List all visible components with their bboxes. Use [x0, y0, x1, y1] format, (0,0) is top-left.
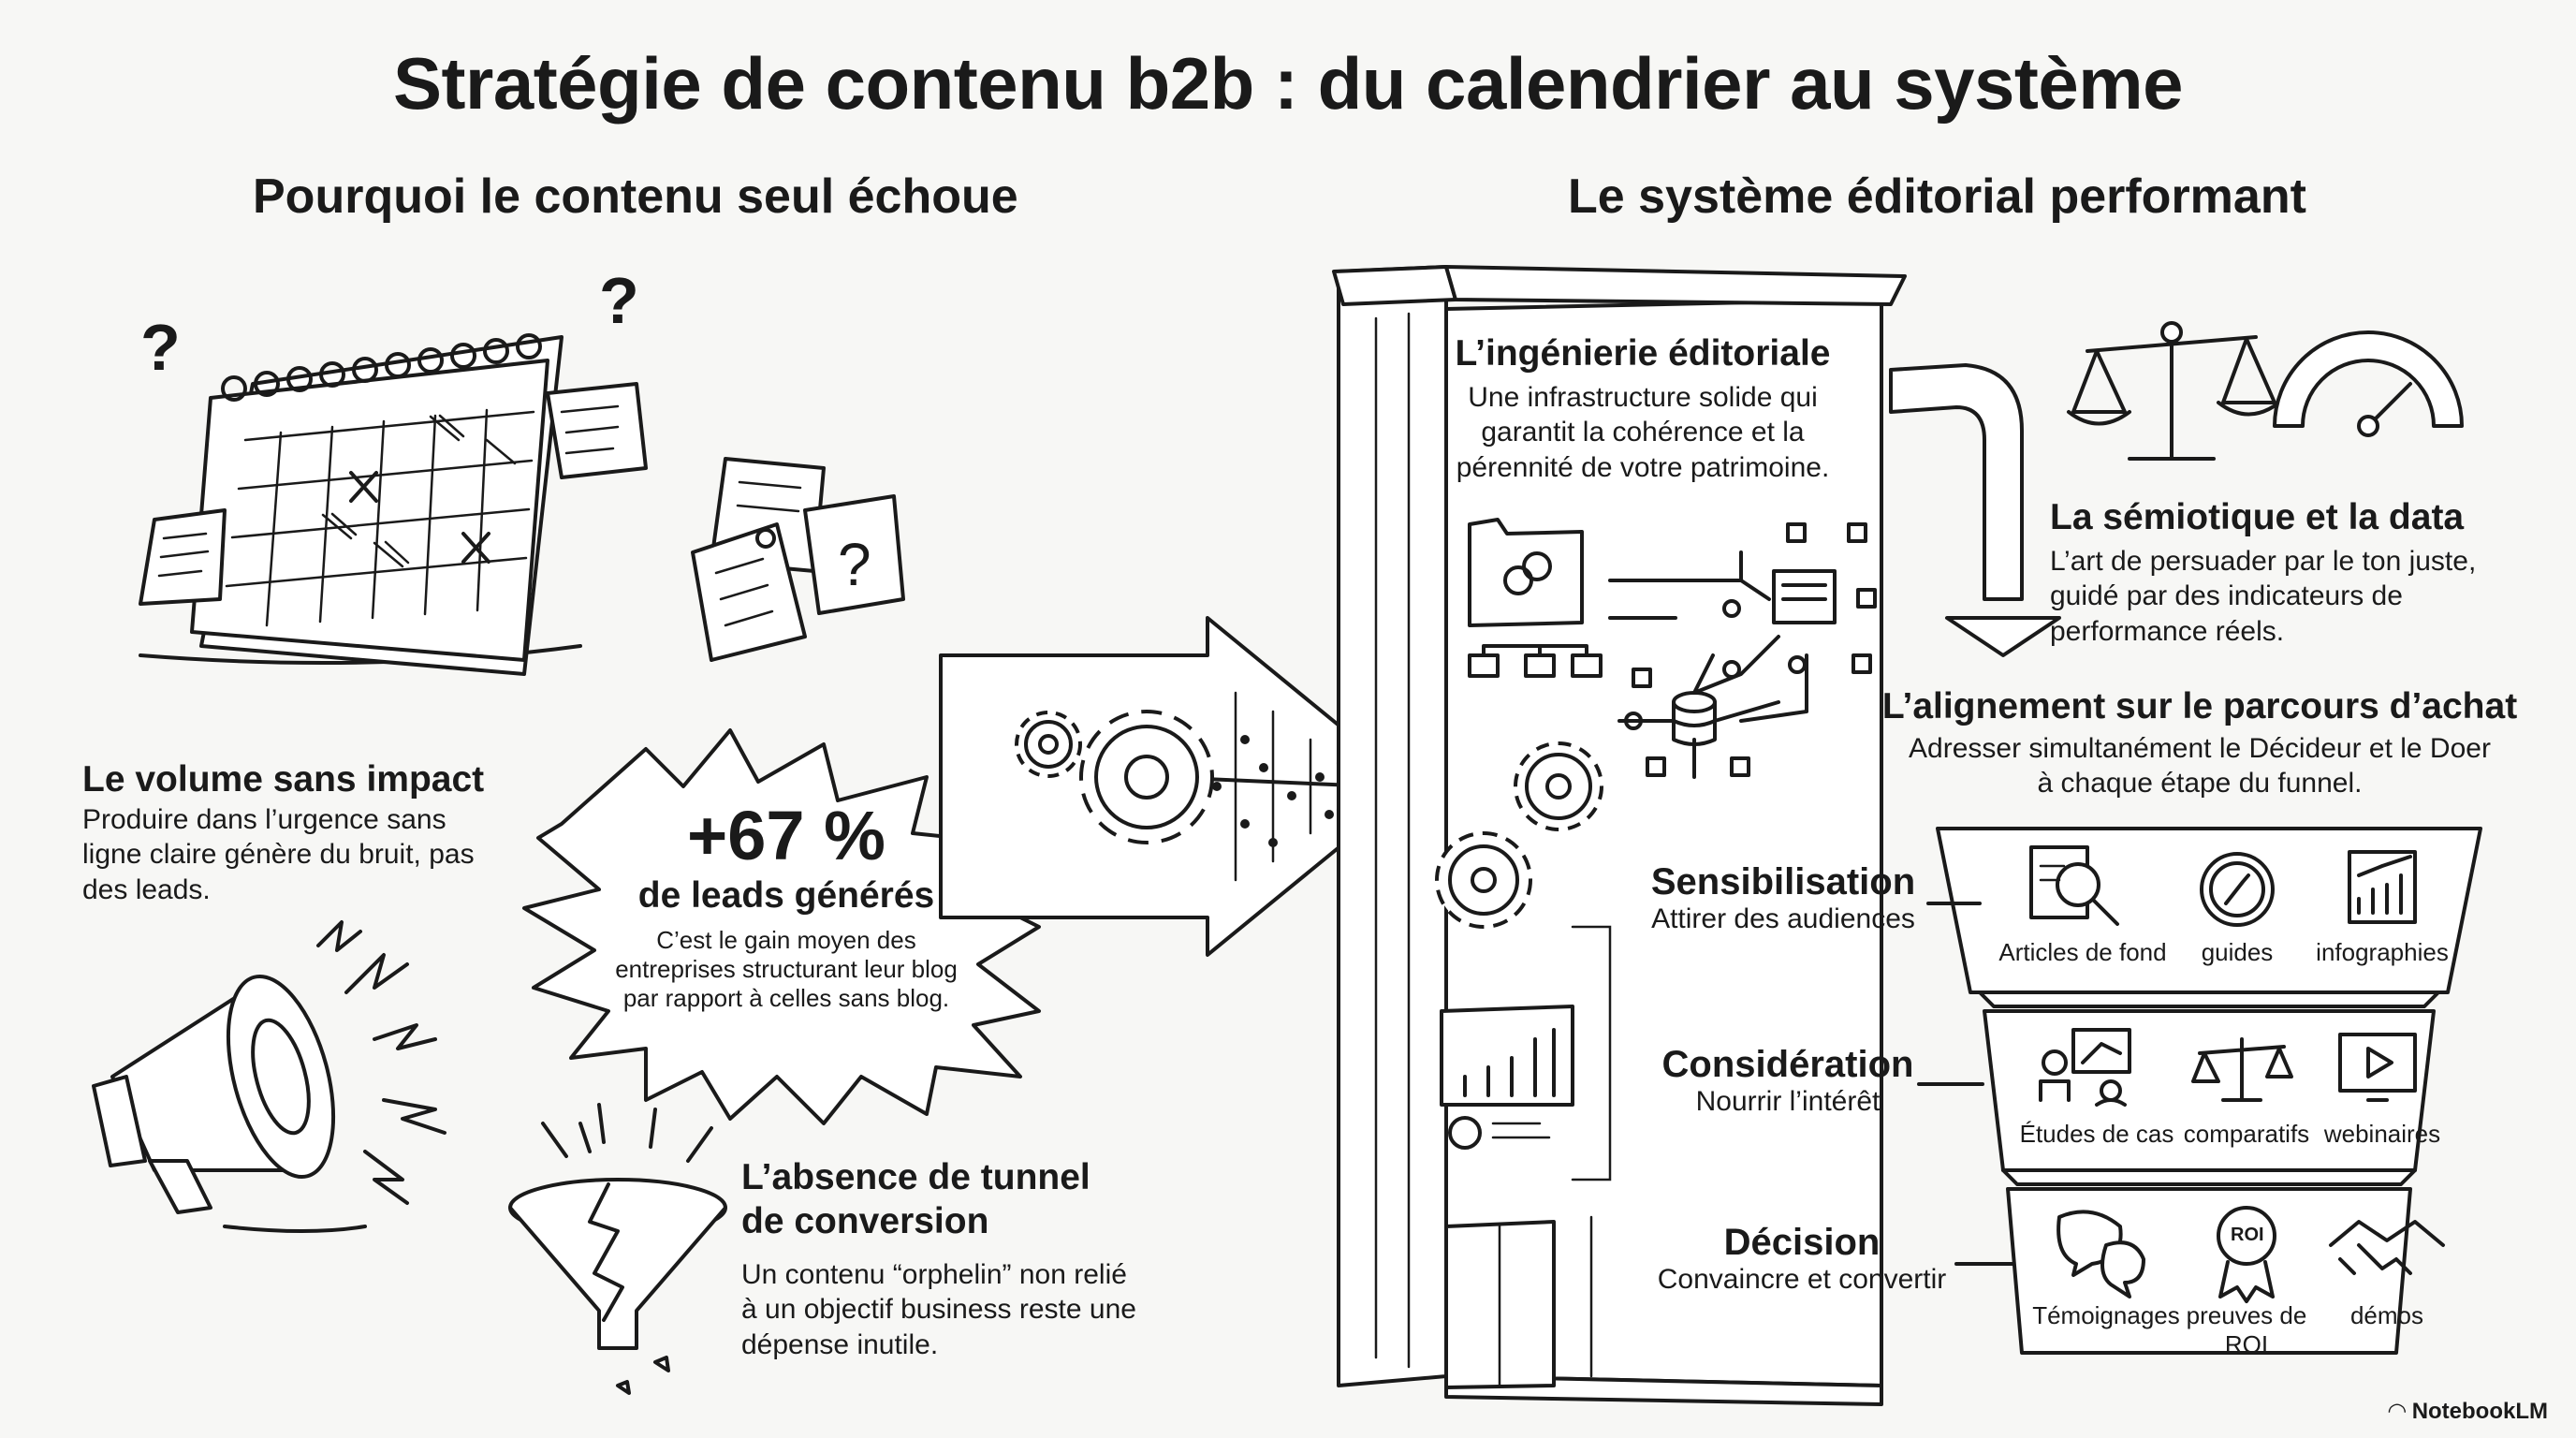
engineering-block — [1423, 332, 1863, 485]
stage-subtitle: Attirer des audiences — [1651, 903, 1915, 934]
roi-badge: ROI — [2231, 1225, 2264, 1245]
funnel-item-label: Témoignages — [2032, 1301, 2180, 1329]
semiotics-text-line: guidé par des indicateurs de — [2050, 580, 2403, 612]
volume-text-line: ligne claire génère du bruit, pas — [82, 839, 475, 871]
funnel-item-label: guides — [2201, 938, 2274, 966]
tunnel-block — [741, 1156, 1228, 1362]
engineering-text-line: garantit la cohérence et la — [1481, 417, 1805, 448]
volume-title: Le volume sans impact — [82, 759, 485, 800]
alignment-block — [1863, 685, 2537, 801]
question-mark-icon: ? — [599, 264, 639, 337]
engineering-title: L’ingénierie éditoriale — [1455, 333, 1831, 374]
stat-label: de leads générés — [637, 875, 935, 916]
semiotics-text-line: L’art de persuader par le ton juste, — [2050, 545, 2477, 577]
volume-text-line: des leads. — [82, 873, 211, 905]
semiotics-block — [2050, 496, 2537, 649]
calendar-icon — [140, 264, 646, 674]
brand-mark — [2389, 1398, 2548, 1425]
funnel-item-label: webinaires — [2323, 1120, 2441, 1148]
engineering-text-line: Une infrastructure solide qui — [1468, 381, 1818, 413]
funnel-item-label: démos — [2349, 1301, 2424, 1329]
alignment-text-line: à chaque étape du funnel. — [2037, 768, 2363, 800]
right-section-heading: Le système éditorial performant — [1568, 169, 2306, 224]
funnel-item-label — [2181, 1301, 2312, 1359]
stat-text-line: C’est le gain moyen des — [656, 926, 916, 954]
tunnel-title-line: L’absence de tunnel — [741, 1157, 1090, 1197]
stat-text-line: entreprises structurant leur blog — [615, 955, 958, 984]
funnel-item-label: comparatifs — [2183, 1120, 2310, 1148]
funnel-item-label: Études de cas — [2019, 1120, 2174, 1148]
svg-text:?: ? — [838, 531, 871, 598]
tunnel-text-line: Un contenu “orphelin” non relié — [741, 1258, 1127, 1290]
funnel-item-label: Articles de fond — [1998, 938, 2167, 966]
stat-text-line: par rapport à celles sans blog. — [622, 984, 950, 1013]
stat-block — [562, 796, 1011, 1014]
left-section-heading: Pourquoi le contenu seul échoue — [253, 169, 1018, 224]
stage-subtitle: Nourrir l’intérêt — [1695, 1086, 1881, 1117]
brand-name: NotebookLM — [2411, 1399, 2548, 1424]
volume-block — [82, 758, 550, 907]
broken-funnel-icon — [510, 1105, 725, 1393]
stage-awareness — [1629, 861, 1938, 935]
question-mark-icon: ? — [140, 311, 181, 384]
stage-decision — [1633, 1222, 1970, 1296]
stage-title: Sensibilisation — [1650, 861, 1916, 902]
folder-link-icon — [1470, 520, 1582, 625]
alignment-title: L’alignement sur le parcours d’achat — [1881, 686, 2518, 726]
volume-text-line: Produire dans l’urgence sans — [82, 803, 446, 835]
infographic-chart-icon — [2349, 852, 2415, 922]
stage-subtitle: Convaincre et convertir — [1657, 1264, 1947, 1295]
funnel-item-label-line: preuves de — [2186, 1301, 2307, 1329]
funnel-item-label: infographies — [2316, 938, 2449, 966]
stage-consideration — [1647, 1044, 1928, 1118]
engineering-text-line: pérennité de votre patrimoine. — [1456, 451, 1830, 483]
sticky-notes-icon — [693, 459, 903, 660]
compass-icon — [2202, 854, 2273, 925]
semiotics-text-line: performance réels. — [2050, 615, 2285, 647]
scales-gauge-icons — [2069, 323, 2462, 459]
video-play-icon — [2340, 1034, 2415, 1100]
stage-title: Décision — [1723, 1222, 1881, 1263]
stage-title: Considération — [1661, 1044, 1914, 1085]
tunnel-text-line: dépense inutile. — [741, 1328, 939, 1360]
alignment-text-line: Adresser simultanément le Décideur et le Doer — [1909, 732, 2491, 764]
funnel-item-label-line: ROI — [2224, 1330, 2269, 1359]
megaphone-icon — [94, 922, 445, 1231]
stat-value: +67 % — [687, 797, 886, 874]
page-title: Stratégie de contenu b2b : du calendrier au système — [392, 42, 2184, 125]
tunnel-title-line: de conversion — [741, 1200, 989, 1241]
semiotics-title: La sémiotique et la data — [2050, 497, 2465, 537]
tunnel-text-line: à un objectif business reste une — [741, 1294, 1136, 1326]
notebooklm-logo-icon: ◠ — [2388, 1399, 2412, 1424]
